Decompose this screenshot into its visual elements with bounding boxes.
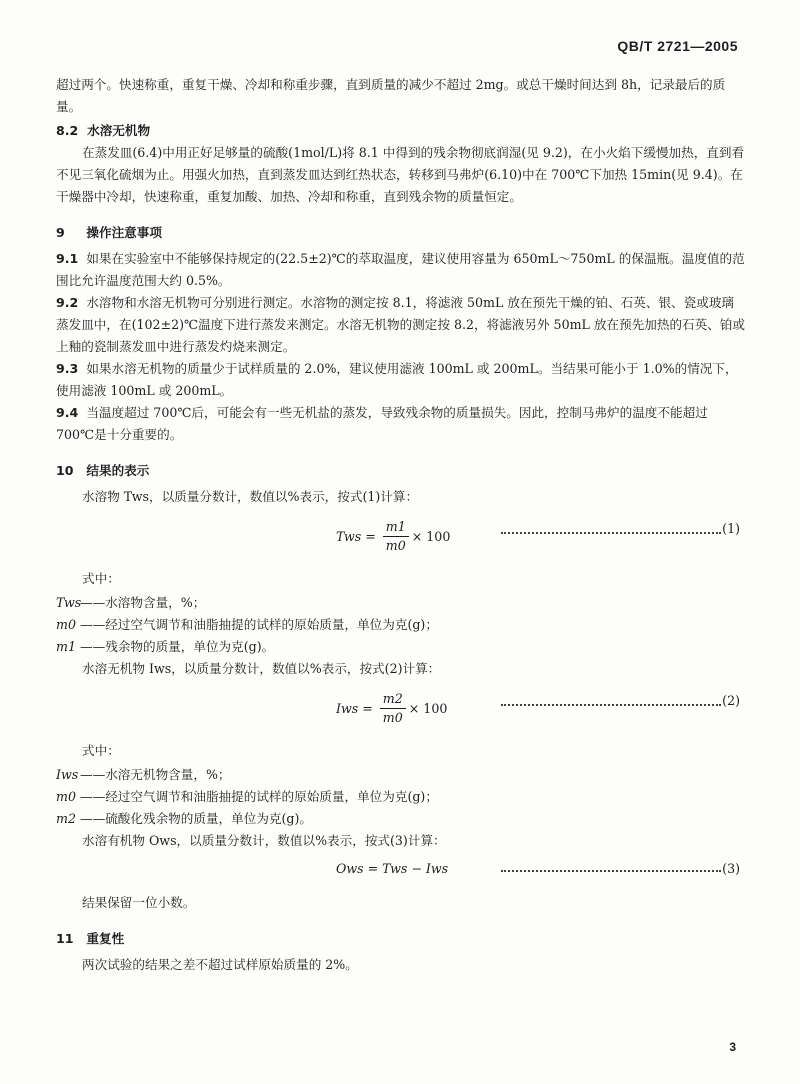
formula-1-intro: 水溶物 Tws，以质量分数计，数值以%表示，按式(1)计算：	[82, 489, 419, 504]
formula-3-expression: Ows = Tws − Iws	[336, 861, 449, 876]
section-number: 10	[56, 463, 74, 478]
section-title: 水溶无机物	[87, 123, 151, 138]
variable-definition: Tws——水溶物含量，%；	[56, 595, 206, 610]
section-11-body: 两次试验的结果之差不超过试样原始质量的 2%。	[82, 957, 358, 972]
section-title: 重复性	[86, 931, 125, 946]
formula-2-expression: Iws = $\frac{m2}{m0}$ × 100	[336, 691, 448, 725]
formula-3	[56, 856, 746, 886]
continued-paragraph: 超过两个。快速称重，重复干燥、冷却和称重步骤，直到质量的减少不超过 2mg。或总干燥时间达到 8h，记录最后的质量。	[56, 77, 726, 114]
standard-code: QB/T 2721—2005	[617, 38, 738, 54]
section-8-2-body: 在蒸发皿(6.4)中用正好足够量的硫酸(1mol/L)将 8.1 中得到的残余物彻底润湿(见 9.2)，在小火焰下缓慢加热，直到看不见三氧化硫烟为止。用强火加热，直到蒸发皿达到红热状态，转移到马弗炉(6.10)中在 700℃下加热 15min(见 9.4)。在干燥器中冷却，快速称重，重复加酸、加热、冷却和称重，直到残余物的质量恒定。	[56, 145, 745, 204]
equation-number: (2)	[722, 693, 740, 708]
page-number: 3	[729, 1040, 736, 1054]
equation-number: (1)	[722, 521, 740, 536]
document-body	[56, 74, 746, 976]
section-title: 操作注意事项	[86, 225, 162, 240]
item-9-4: 9.4 当温度超过 700℃后，可能会有一些无机盐的蒸发，导致残余物的质量损失。因此，控制马弗炉的温度不能超过 700℃是十分重要的。	[56, 405, 708, 442]
variable-definition: m1 ——残余物的质量，单位为克(g)。	[56, 639, 275, 654]
item-9-1: 9.1 如果在实验室中不能够保持规定的(22.5±2)℃的萃取温度，建议使用容量为 650mL～750mL 的保温瓶。温度值的范围比允许温度范围大约 0.5%。	[56, 251, 745, 288]
item-9-3: 9.3 如果水溶无机物的质量少于试样质量的 2.0%，建议使用滤液 100mL 或 200mL。当结果可能小于 1.0%的情况下，使用滤液 100mL 或 200mL。	[56, 361, 738, 398]
variable-list-1	[56, 592, 746, 658]
equation-number: (3)	[722, 861, 740, 876]
section-11-heading	[56, 928, 746, 950]
variable-definition: m2 ——硫酸化残余物的质量，单位为克(g)。	[56, 811, 312, 826]
variable-definition: m0 ——经过空气调节和油脂抽提的试样的原始质量，单位为克(g)；	[56, 617, 438, 632]
item-9-2: 9.2 水溶物和水溶无机物可分别进行测定。水溶物的测定按 8.1，将滤液 50mL 放在预先干燥的铂、石英、银、瓷或玻璃蒸发皿中，在(102±2)℃温度下进行蒸发来测定。水溶无机物的测定按 8.2，将滤液另外 50mL 放在预先加热的石英、铂或上釉的瓷制蒸发皿中进行蒸发灼烧来测定。	[56, 295, 746, 354]
section-9-heading	[56, 222, 746, 244]
formula-3-intro: 水溶有机物 Ows，以质量分数计，数值以%表示，按式(3)计算：	[82, 833, 446, 848]
section-number: 8.2	[56, 123, 79, 138]
where-label: 式中：	[82, 743, 120, 758]
dot-leader	[501, 864, 721, 872]
variable-definition: m0 ——经过空气调节和油脂抽提的试样的原始质量，单位为克(g)；	[56, 789, 438, 804]
section-number: 11	[56, 931, 74, 946]
section-number: 9	[56, 225, 65, 240]
section-title: 结果的表示	[86, 463, 150, 478]
rounding-note: 结果保留一位小数。	[82, 895, 196, 910]
dot-leader	[501, 526, 721, 534]
section-8-2-heading	[56, 120, 746, 142]
formula-1	[56, 512, 746, 562]
variable-list-2	[56, 764, 746, 830]
formula-2-intro: 水溶无机物 Iws，以质量分数计，数值以%表示，按式(2)计算：	[82, 661, 441, 676]
formula-1-expression: Tws = $\frac{m1}{m0}$ × 100	[336, 519, 451, 553]
section-10-heading	[56, 460, 746, 482]
formula-2	[56, 684, 746, 734]
variable-definition: Iws ——水溶无机物含量，%；	[56, 767, 231, 782]
where-label: 式中：	[82, 571, 120, 586]
dot-leader	[501, 698, 721, 706]
